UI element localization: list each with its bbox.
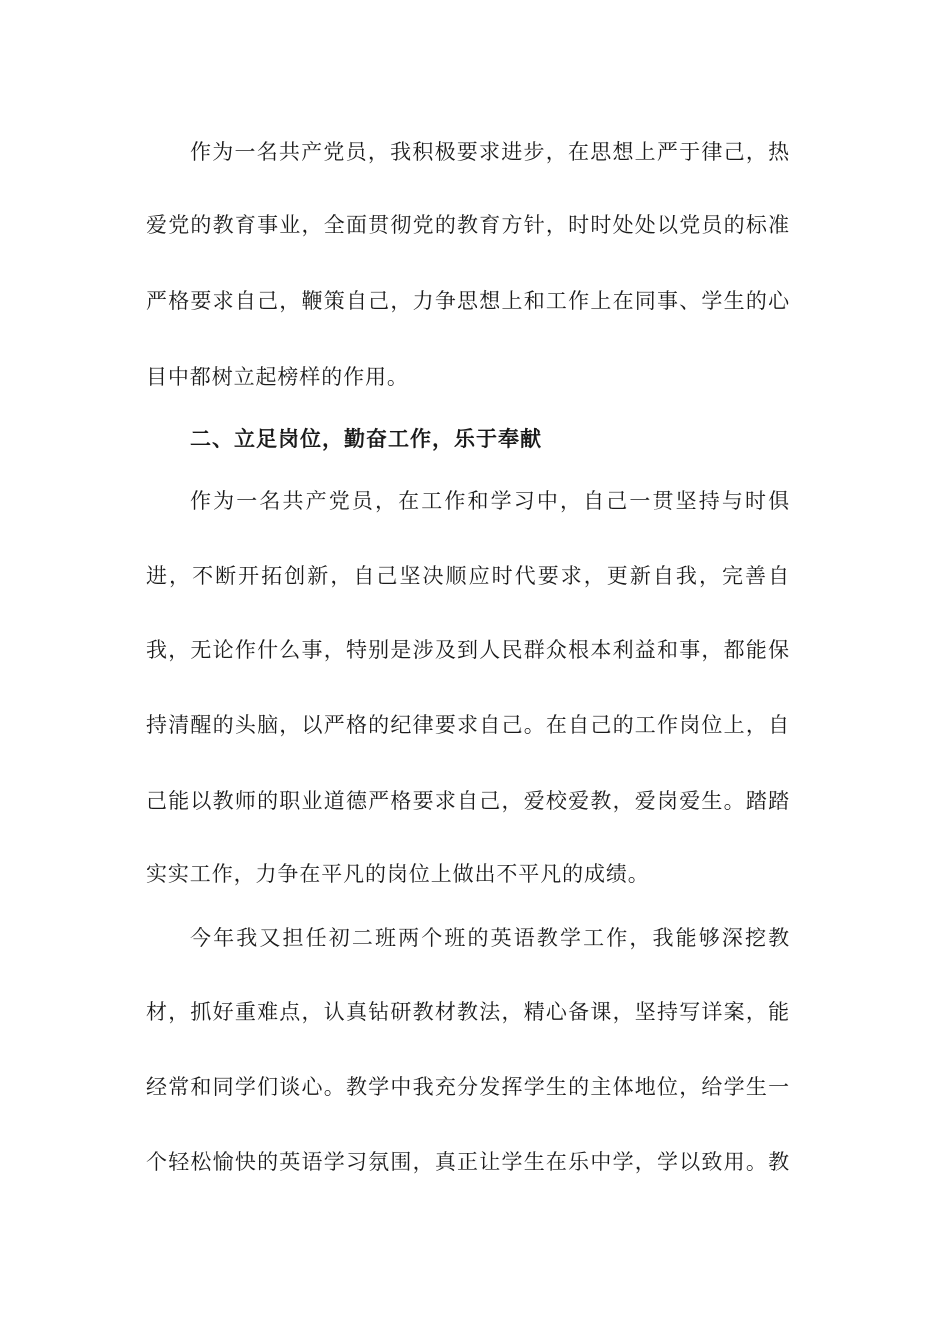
paragraph-2-line-6: 实实工作，力争在平凡的岗位上做出不平凡的成绩。 [146, 862, 650, 886]
paragraph-2-line-3: 我，无论作什么事，特别是涉及到人民群众根本利益和事，都能保 [146, 638, 790, 662]
paragraph-1-line-1: 作为一名共产党员，我积极要求进步，在思想上严于律己，热 [190, 140, 790, 164]
paragraph-2-line-2: 进，不断开拓创新，自己坚决顺应时代要求，更新自我，完善自 [146, 564, 790, 588]
paragraph-2-line-4: 持清醒的头脑，以严格的纪律要求自己。在自己的工作岗位上，自 [146, 713, 790, 737]
section-heading: 二、立足岗位，勤奋工作，乐于奉献 [190, 426, 542, 451]
paragraph-1-line-3: 严格要求自己，鞭策自己，力争思想上和工作上在同事、学生的心 [146, 289, 790, 313]
paragraph-2-line-5: 己能以教师的职业道德严格要求自己，爱校爱教，爱岗爱生。踏踏 [146, 789, 790, 813]
paragraph-2-line-1: 作为一名共产党员，在工作和学习中，自己一贯坚持与时俱 [190, 489, 790, 513]
paragraph-3-line-1: 今年我又担任初二班两个班的英语教学工作，我能够深挖教 [190, 926, 790, 950]
paragraph-3-line-3: 经常和同学们谈心。教学中我充分发挥学生的主体地位，给学生一 [146, 1075, 790, 1099]
paragraph-1-line-2: 爱党的教育事业，全面贯彻党的教育方针，时时处处以党员的标准 [146, 213, 790, 237]
paragraph-3-line-4: 个轻松愉快的英语学习氛围，真正让学生在乐中学，学以致用。教 [146, 1150, 790, 1174]
paragraph-3-line-2: 材，抓好重难点，认真钻研教材教法，精心备课，坚持写详案，能 [146, 1000, 790, 1024]
paragraph-1-line-4: 目中都树立起榜样的作用。 [146, 365, 409, 389]
